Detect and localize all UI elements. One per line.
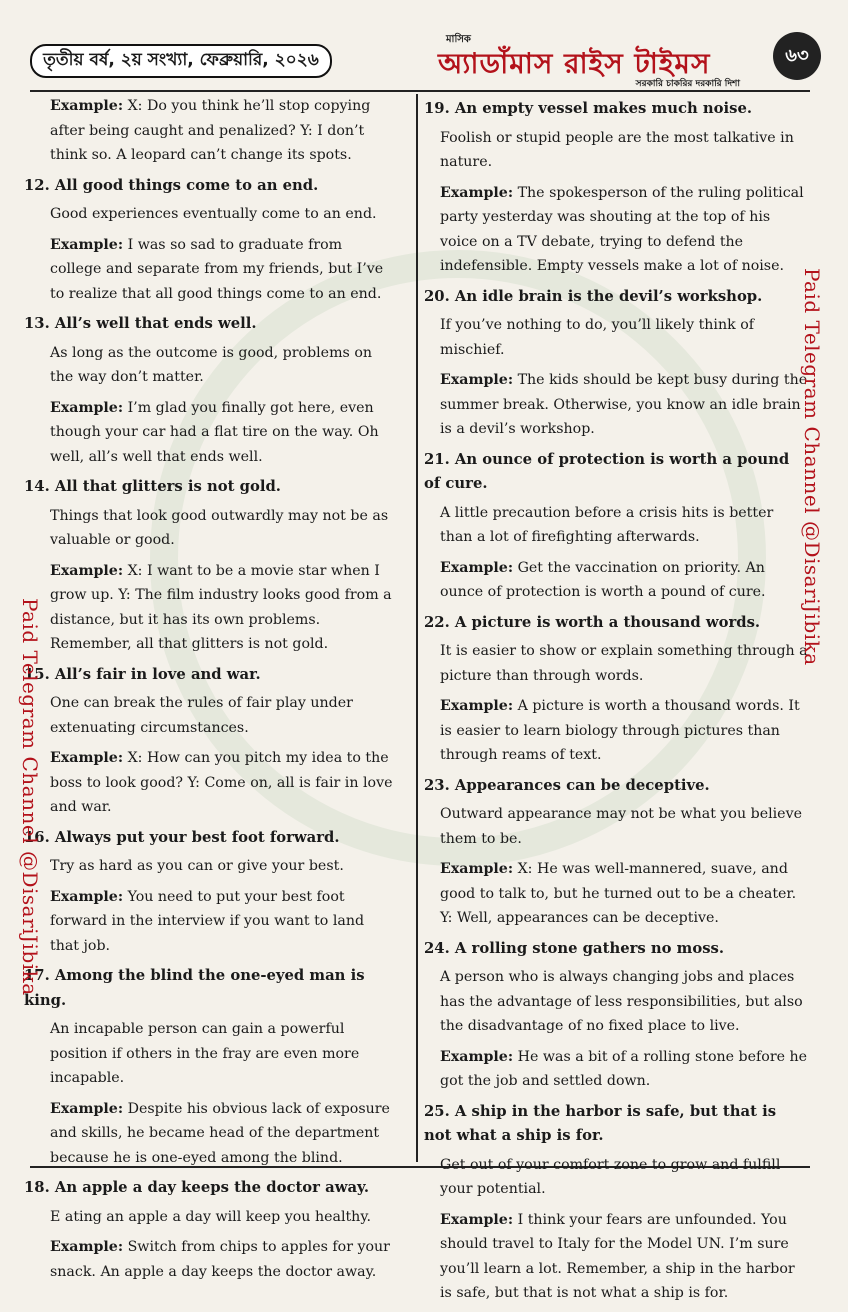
proverb-meaning: Outward appearance may not be what you believe them to be.	[440, 806, 802, 847]
proverb-meaning: A little precaution before a crisis hits is better than a lot of firefighting afterwards.	[440, 504, 774, 545]
proverb-meaning: It is easier to show or explain something through a picture than through words.	[440, 643, 808, 684]
proverb-item	[24, 312, 396, 469]
example-label: Example:	[50, 750, 124, 766]
example-label: Example:	[440, 1211, 514, 1228]
proverb-heading: 13. All’s well that ends well.	[24, 315, 257, 332]
proverb-example	[50, 1097, 396, 1171]
proverb-example	[50, 885, 396, 959]
example-text: Switch from chips to apples for your snack. An apple a day keeps the doctor away.	[50, 1239, 390, 1280]
issue-info: তৃতীয় বর্ষ, ২য় সংখ্যা, ফেব্রুয়ারি, ২০২৬	[30, 44, 332, 78]
proverb-meaning: Try as hard as you can or give your best.	[50, 858, 344, 874]
top-divider	[30, 90, 810, 92]
proverb-example	[440, 857, 808, 931]
telegram-watermark-left: Paid Telegram Channel @DisariJibika	[18, 598, 42, 996]
proverb-example	[50, 1235, 396, 1284]
example-label: Example:	[50, 1239, 124, 1255]
proverb-example	[50, 559, 396, 657]
intro-example	[50, 94, 396, 168]
proverb-example	[440, 181, 808, 279]
proverb-meaning: Get out of your comfort zone to grow and fulfill your potential.	[440, 1156, 781, 1197]
example-text: He was a bit of a rolling stone before he got the job and settled down.	[440, 1048, 808, 1089]
proverb-example	[50, 396, 396, 470]
page-number: ৬৩	[773, 32, 821, 80]
example-label: Example:	[50, 236, 124, 253]
example-text: X: I want to be a movie star when I grow up. Y: The film industry looks good from a distance, but it has its own problems. Remember, all that glitters is not gold.	[50, 562, 392, 652]
example-label: Example:	[440, 861, 514, 877]
proverb-heading: 23. Appearances can be deceptive.	[424, 776, 710, 794]
example-text: X: Do you think he’ll stop copying after being caught and penalized? Y: I don’t think so. A leopard can’t change its spots.	[50, 98, 371, 163]
proverb-example	[440, 1045, 808, 1094]
proverb-item	[426, 611, 808, 768]
proverb-meaning: If you’ve nothing to do, you’ll likely think of mischief.	[440, 317, 755, 358]
masthead-title: অ্যাডাঁমাস রাইস টাইমস	[438, 47, 711, 80]
example-text: I was so sad to graduate from college and separate from my friends, but I’ve to realize that all good things come to an end.	[50, 236, 384, 302]
example-text: Get the vaccination on priority. An ounce of protection is worth a pound of cure.	[440, 559, 766, 600]
proverb-example	[440, 368, 808, 442]
proverb-example	[440, 1208, 808, 1306]
example-text: X: He was well-mannered, suave, and good to talk to, but he turned out to be a cheater. Y: Well, appearances can be deceptive.	[440, 861, 797, 926]
proverb-meaning: Foolish or stupid people are the most talkative in nature.	[440, 129, 794, 170]
example-label: Example:	[50, 1100, 124, 1117]
example-label: Example:	[440, 1048, 514, 1065]
proverb-item	[426, 285, 808, 442]
proverb-item	[24, 1176, 396, 1284]
example-text: The kids should be kept busy during the summer break. Otherwise, you know an idle brain is a devil’s workshop.	[440, 372, 808, 437]
proverb-meaning: An incapable person can gain a powerful position if others in the fray are even more incapable.	[50, 1021, 360, 1086]
masthead-monthly: মাসিক	[446, 34, 471, 45]
proverb-meaning: One can break the rules of fair play under extenuating circumstances.	[50, 695, 353, 736]
proverb-heading: 15. All’s fair in love and war.	[24, 665, 261, 683]
example-label: Example:	[50, 888, 124, 905]
proverb-heading: 20. An idle brain is the devil’s workshop.	[424, 287, 763, 305]
right-item-list	[426, 97, 808, 1306]
example-label: Example:	[440, 559, 514, 576]
proverb-item	[24, 826, 396, 959]
proverb-meaning: As long as the outcome is good, problems on the way don’t matter.	[50, 344, 373, 385]
proverb-meaning: Good experiences eventually come to an end.	[50, 206, 377, 222]
proverb-heading: 24. A rolling stone gathers no moss.	[424, 939, 725, 957]
proverb-heading: 16. Always put your best foot forward.	[24, 828, 340, 846]
example-text: I’m glad you finally got here, even though your car had a flat tire on the way. Oh well, all’s well that ends well.	[50, 399, 379, 465]
column-divider	[416, 94, 418, 1162]
page-header	[18, 28, 830, 88]
example-text: The spokesperson of the ruling political party yesterday was shouting at the top of his voice on a TV debate, trying to defend the indefensible. Empty vessels make a lot of noise.	[440, 184, 804, 274]
proverb-example	[440, 694, 808, 768]
proverb-example	[50, 746, 396, 820]
proverb-item	[426, 774, 808, 931]
proverb-heading: 14. All that glitters is not gold.	[24, 478, 281, 495]
proverb-item	[426, 1100, 808, 1306]
proverb-heading: 12. All good things come to an end.	[24, 176, 319, 194]
example-text: X: How can you pitch my idea to the boss to look good? Y: Come on, all is fair in love and war.	[50, 750, 393, 815]
proverb-example	[50, 233, 396, 307]
telegram-watermark-right: Paid Telegram Channel @DisariJibika	[800, 268, 824, 666]
example-text: Despite his obvious lack of exposure and skills, he became head of the department because he is one-eyed among the blind.	[50, 1100, 390, 1166]
proverb-item	[24, 174, 396, 307]
proverb-item	[24, 663, 396, 820]
proverb-item	[426, 448, 808, 605]
proverb-meaning: Things that look good outwardly may not be as valuable or good.	[50, 507, 389, 548]
proverb-heading: 17. Among the blind the one-eyed man is king.	[24, 967, 365, 1009]
proverb-item	[24, 475, 396, 657]
example-label: Example:	[50, 98, 124, 114]
proverb-heading: 18. An apple a day keeps the doctor away.	[24, 1179, 370, 1196]
example-label: Example:	[440, 372, 514, 388]
example-label: Example:	[50, 562, 124, 579]
example-text: I think your fears are unfounded. You should travel to Italy for the Model UN. I’m sure you’ll learn a lot. Remember, a ship in the harbor is safe, but that is not what a ship is for.	[440, 1211, 795, 1301]
example-text: You need to put your best foot forward in the interview if you want to land that job.	[50, 888, 365, 954]
proverb-meaning: A person who is always changing jobs and places has the advantage of less responsibilities, but also the disadvantage of no fixed place to live.	[440, 969, 803, 1034]
right-column	[426, 94, 808, 1312]
proverb-heading: 21. An ounce of protection is worth a pound of cure.	[424, 450, 790, 492]
masthead	[418, 32, 748, 88]
proverb-heading: 25. A ship in the harbor is safe, but that is not what a ship is for.	[424, 1102, 777, 1144]
proverb-heading: 19. An empty vessel makes much noise.	[424, 100, 753, 117]
masthead-tagline: সরকারি চাকরির দরকারি দিশা	[635, 79, 740, 89]
proverb-heading: 22. A picture is worth a thousand words.	[424, 613, 761, 631]
proverb-item	[24, 964, 396, 1170]
example-label: Example:	[440, 698, 514, 714]
example-text: A picture is worth a thousand words. It is easier to learn biology through pictures than through reams of text.	[440, 698, 800, 763]
proverb-meaning: E ating an apple a day will keep you healthy.	[50, 1208, 371, 1225]
proverb-example	[440, 556, 808, 605]
example-label: Example:	[50, 399, 124, 416]
proverb-item	[426, 937, 808, 1094]
proverb-item	[426, 97, 808, 279]
example-label: Example:	[440, 184, 514, 201]
